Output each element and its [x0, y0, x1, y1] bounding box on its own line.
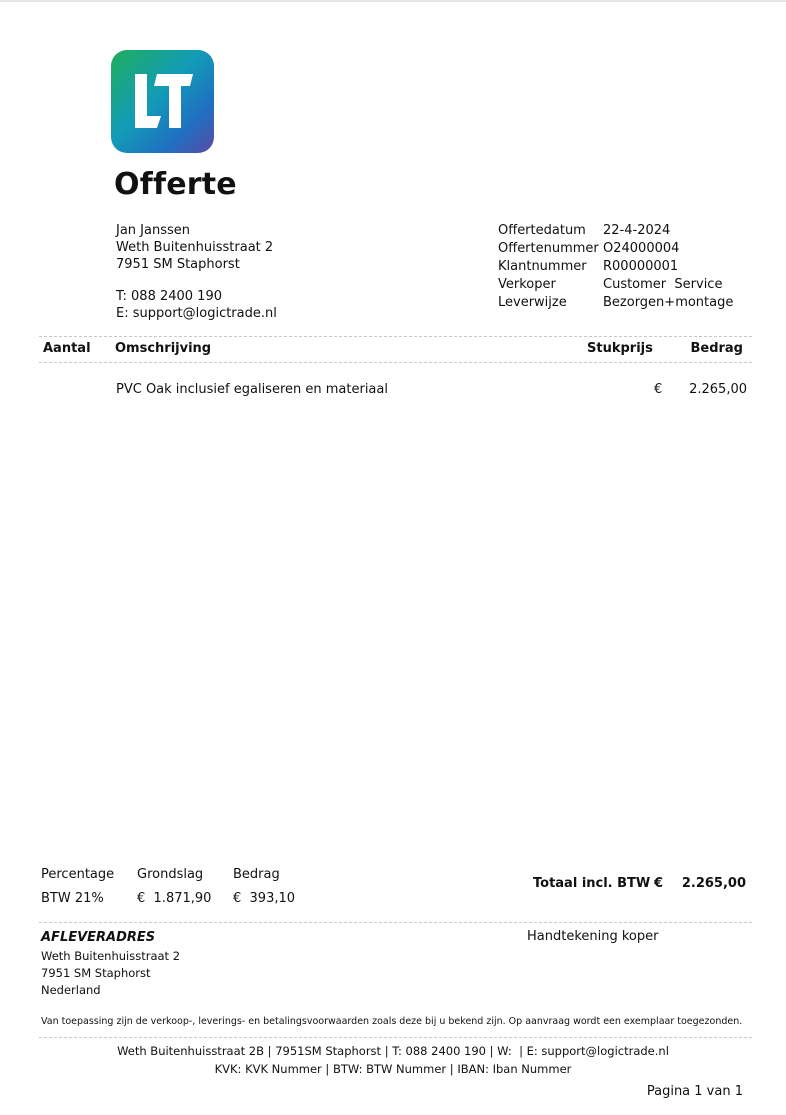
meta-row-seller	[498, 276, 733, 294]
meta-value: Bezorgen+montage	[603, 295, 734, 310]
total-value: 2.265,00	[681, 876, 746, 891]
page-number: Pagina 1 van 1	[646, 1084, 743, 1099]
meta-label: Offertedatum	[498, 223, 586, 238]
total-currency: €	[654, 876, 664, 891]
row-description: PVC Oak inclusief egaliseren en materiaal	[116, 382, 388, 397]
customer-email: E: support@logictrade.nl	[116, 306, 277, 321]
column-header-description: Omschrijving	[115, 341, 212, 356]
meta-row-date	[498, 222, 733, 240]
column-header-unit-price: Stukprijs	[587, 341, 653, 356]
top-border	[0, 0, 786, 2]
vat-amount: € 393,10	[233, 891, 296, 906]
meta-label: Klantnummer	[498, 259, 587, 274]
meta-value: R00000001	[603, 259, 679, 274]
vat-base: € 1.871,90	[137, 891, 212, 906]
footer-address: Weth Buitenhuisstraat 2B | 7951SM Staphorst | T: 088 2400 190 | W: | E: support@logictrade.nl	[117, 1044, 669, 1058]
vat-header-base: Grondslag	[137, 867, 204, 882]
divider	[39, 362, 752, 363]
divider	[39, 1037, 752, 1038]
row-currency: €	[654, 382, 663, 397]
meta-row-quote-number	[498, 240, 733, 258]
signature-label: Handtekening koper	[527, 929, 659, 944]
delivery-address	[41, 948, 180, 999]
customer-contact	[116, 288, 277, 322]
customer-address	[116, 222, 273, 273]
footer-registration: KVK: KVK Nummer | BTW: BTW Nummer | IBAN: Iban Nummer	[214, 1062, 572, 1076]
row-amount: 2.265,00	[689, 382, 747, 397]
divider	[39, 336, 752, 337]
meta-label: Offertenummer	[498, 241, 599, 256]
customer-name: Jan Janssen	[116, 223, 190, 238]
meta-row-customer-number	[498, 258, 733, 276]
terms-text: Van toepassing zijn de verkoop-, leverings- en betalingsvoorwaarden zoals deze bij u bekend zijn. Op aanvraag wordt een exemplaar toegezonden.	[41, 1016, 743, 1027]
delivery-country: Nederland	[41, 983, 101, 997]
vat-header-amount: Bedrag	[233, 867, 280, 882]
customer-phone: T: 088 2400 190	[116, 289, 222, 304]
delivery-street: Weth Buitenhuisstraat 2	[41, 949, 181, 963]
delivery-heading: AFLEVERADRES	[41, 930, 156, 945]
meta-value: O24000004	[603, 241, 680, 256]
meta-row-delivery-method	[498, 294, 733, 312]
customer-street: Weth Buitenhuisstraat 2	[116, 240, 274, 255]
meta-label: Leverwijze	[498, 295, 567, 310]
meta-value: Customer Service	[603, 277, 723, 292]
column-header-qty: Aantal	[43, 341, 91, 356]
delivery-city: 7951 SM Staphorst	[41, 966, 151, 980]
column-header-amount: Bedrag	[690, 341, 743, 356]
divider	[39, 922, 752, 923]
meta-value: 22-4-2024	[603, 223, 671, 238]
vat-header-percentage: Percentage	[41, 867, 115, 882]
quote-meta	[498, 222, 733, 312]
total-label: Totaal incl. BTW	[533, 876, 651, 891]
vat-percentage: BTW 21%	[41, 891, 104, 906]
logictrade-logo	[111, 50, 214, 153]
page-title: Offerte	[114, 167, 237, 202]
customer-city: 7951 SM Staphorst	[116, 257, 240, 272]
meta-label: Verkoper	[498, 277, 556, 292]
